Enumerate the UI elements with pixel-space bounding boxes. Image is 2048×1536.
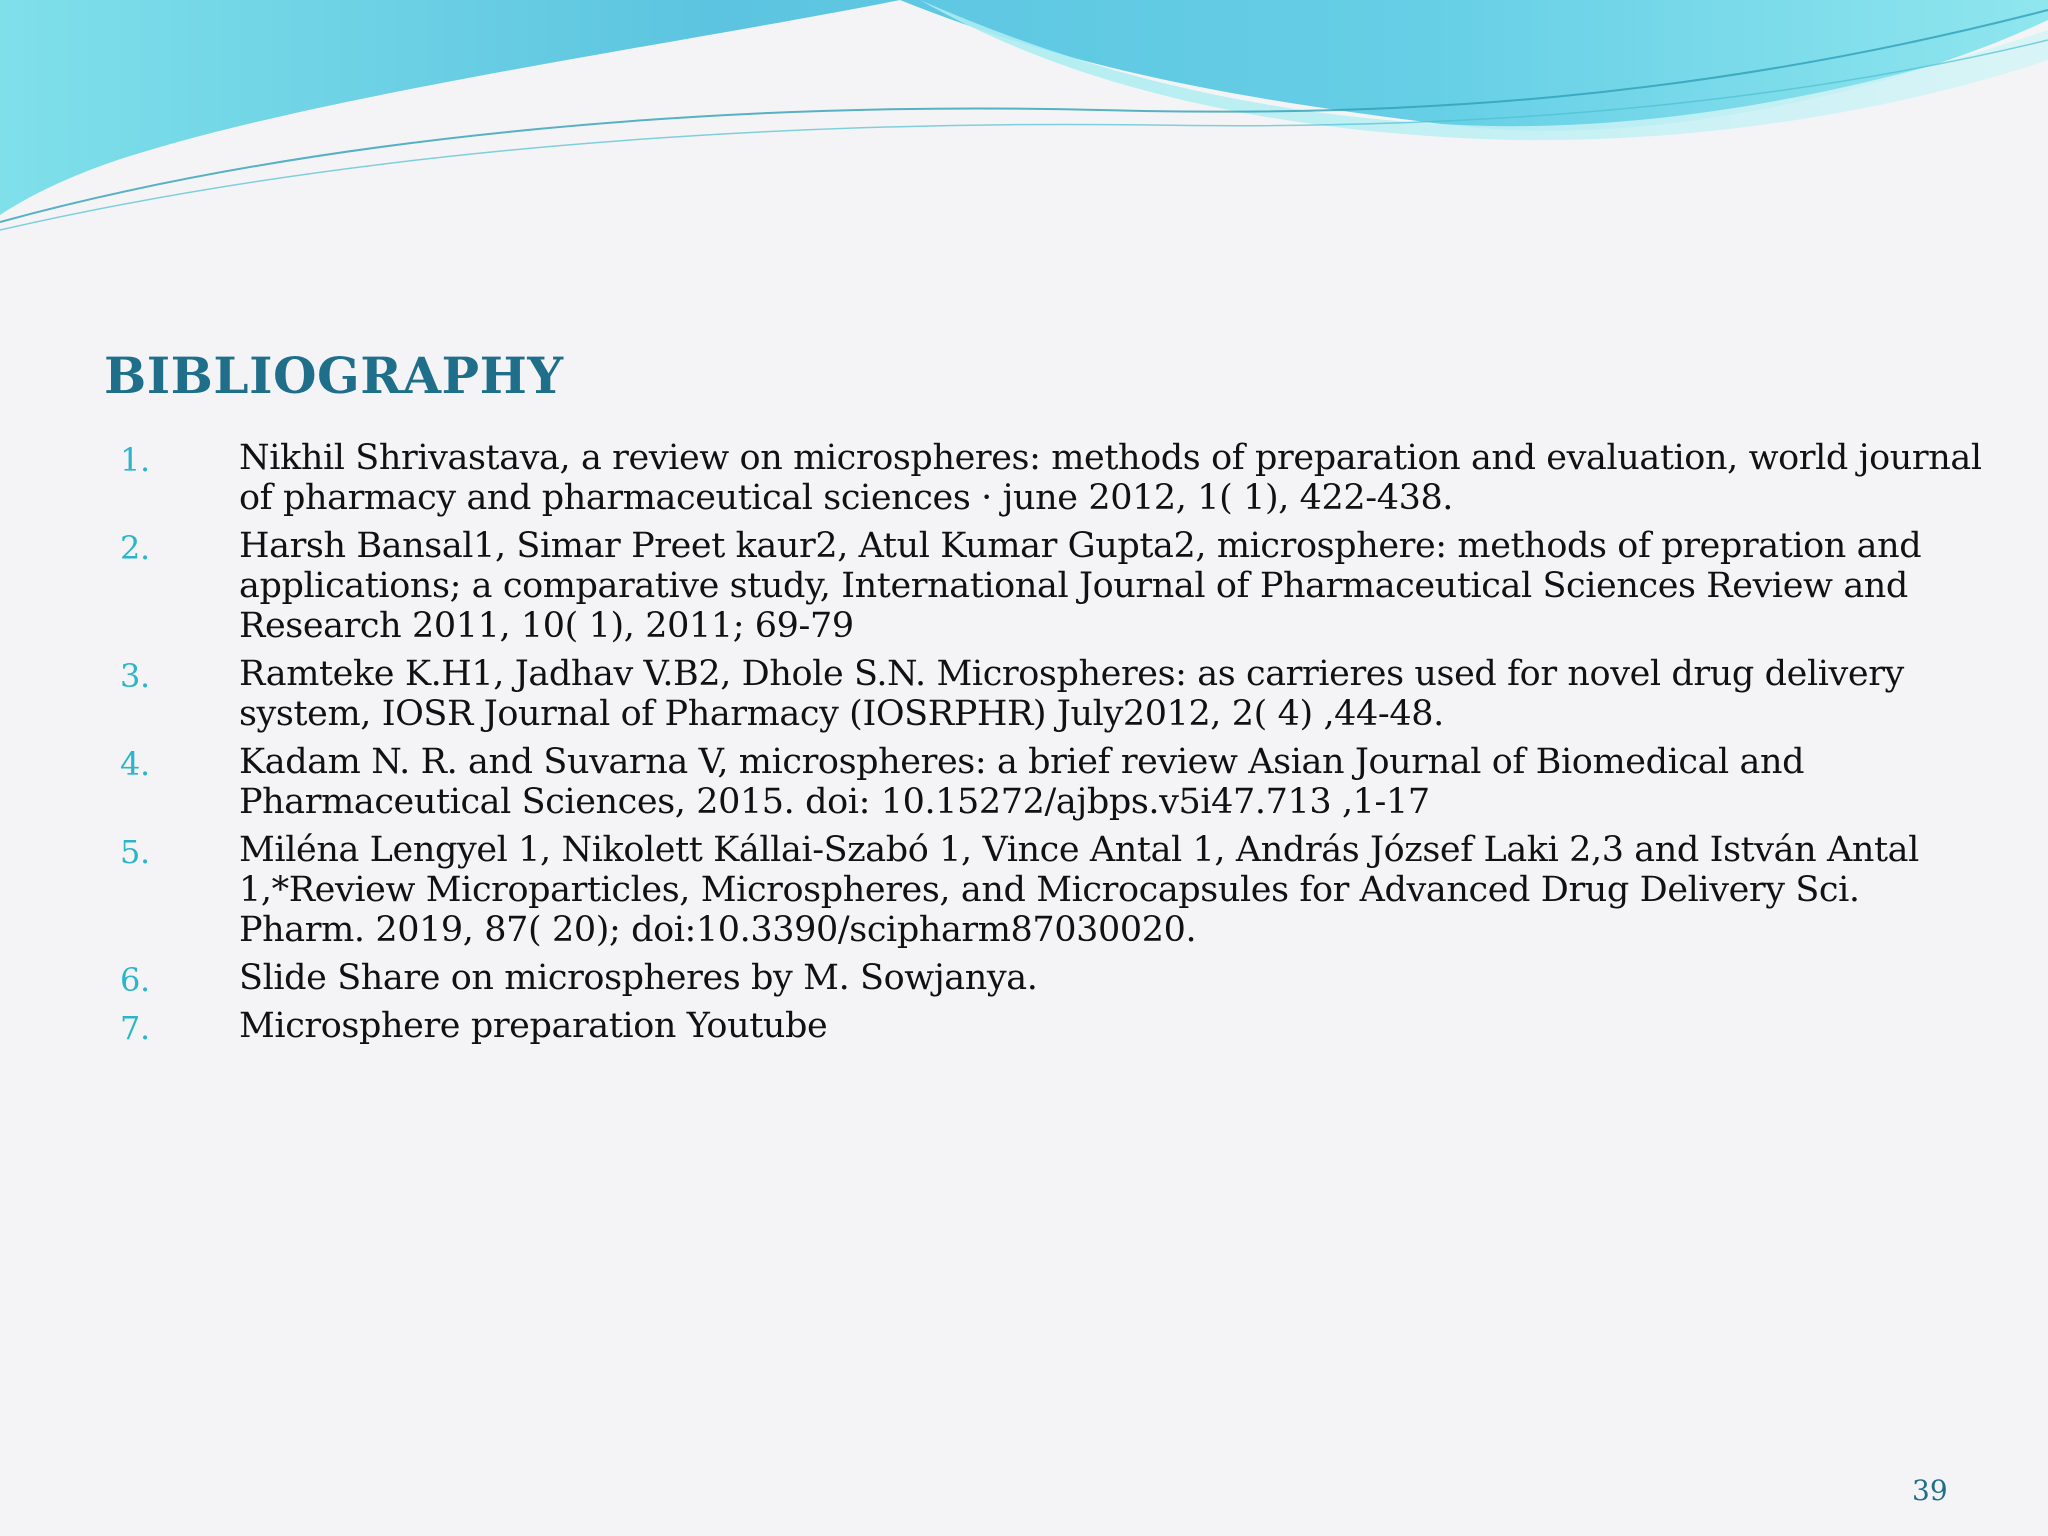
reference-number: 7. [120, 1009, 150, 1047]
reference-item [104, 438, 1984, 518]
reference-text: Miléna Lengyel 1, Nikolett Kállai-Szabó 1, Vince Antal 1, András József Laki 2,3 and István Antal 1,*Review Microparticles, Microspheres, and Microcapsules for Advanced Drug Delivery Sci. Pharm. 2019, 87( 20); doi:10.3390/scipharm87030020. [239, 830, 1919, 950]
header-wave-decoration [0, 0, 2048, 240]
reference-item [104, 526, 1984, 646]
reference-number: 1. [120, 441, 150, 479]
reference-text: Slide Share on microspheres by M. Sowjanya. [239, 958, 1038, 998]
reference-number: 6. [120, 961, 150, 999]
reference-text: Microsphere preparation Youtube [239, 1006, 828, 1046]
page-number: 39 [1912, 1474, 1948, 1507]
reference-text: Ramteke K.H1, Jadhav V.B2, Dhole S.N. Microspheres: as carrieres used for novel drug delivery system, IOSR Journal of Pharmacy (IOSRPHR) July2012, 2( 4) ,44-48. [239, 654, 1904, 734]
reference-text: Nikhil Shrivastava, a review on microspheres: methods of preparation and evaluation, world journal of pharmacy and pharmaceutical sciences · june 2012, 1( 1), 422-438. [239, 438, 1982, 518]
reference-number: 2. [120, 529, 150, 567]
reference-item [104, 742, 1984, 822]
bibliography-list [104, 438, 1984, 1054]
reference-item [104, 654, 1984, 734]
reference-item [104, 1006, 1984, 1046]
reference-number: 5. [120, 833, 150, 871]
reference-item [104, 830, 1984, 950]
reference-text: Harsh Bansal1, Simar Preet kaur2, Atul Kumar Gupta2, microsphere: methods of prepration and applications; a comparative study, International Journal of Pharmaceutical Sciences Review and Research 2011, 10( 1), 2011; 69-79 [239, 526, 1922, 646]
reference-number: 3. [120, 657, 150, 695]
reference-text: Kadam N. R. and Suvarna V, microspheres: a brief review Asian Journal of Biomedical and Pharmaceutical Sciences, 2015. doi: 10.15272/ajbps.v5i47.713 ,1-17 [239, 742, 1805, 822]
reference-number: 4. [120, 745, 150, 783]
reference-item [104, 958, 1984, 998]
slide-title: BIBLIOGRAPHY [104, 346, 564, 405]
